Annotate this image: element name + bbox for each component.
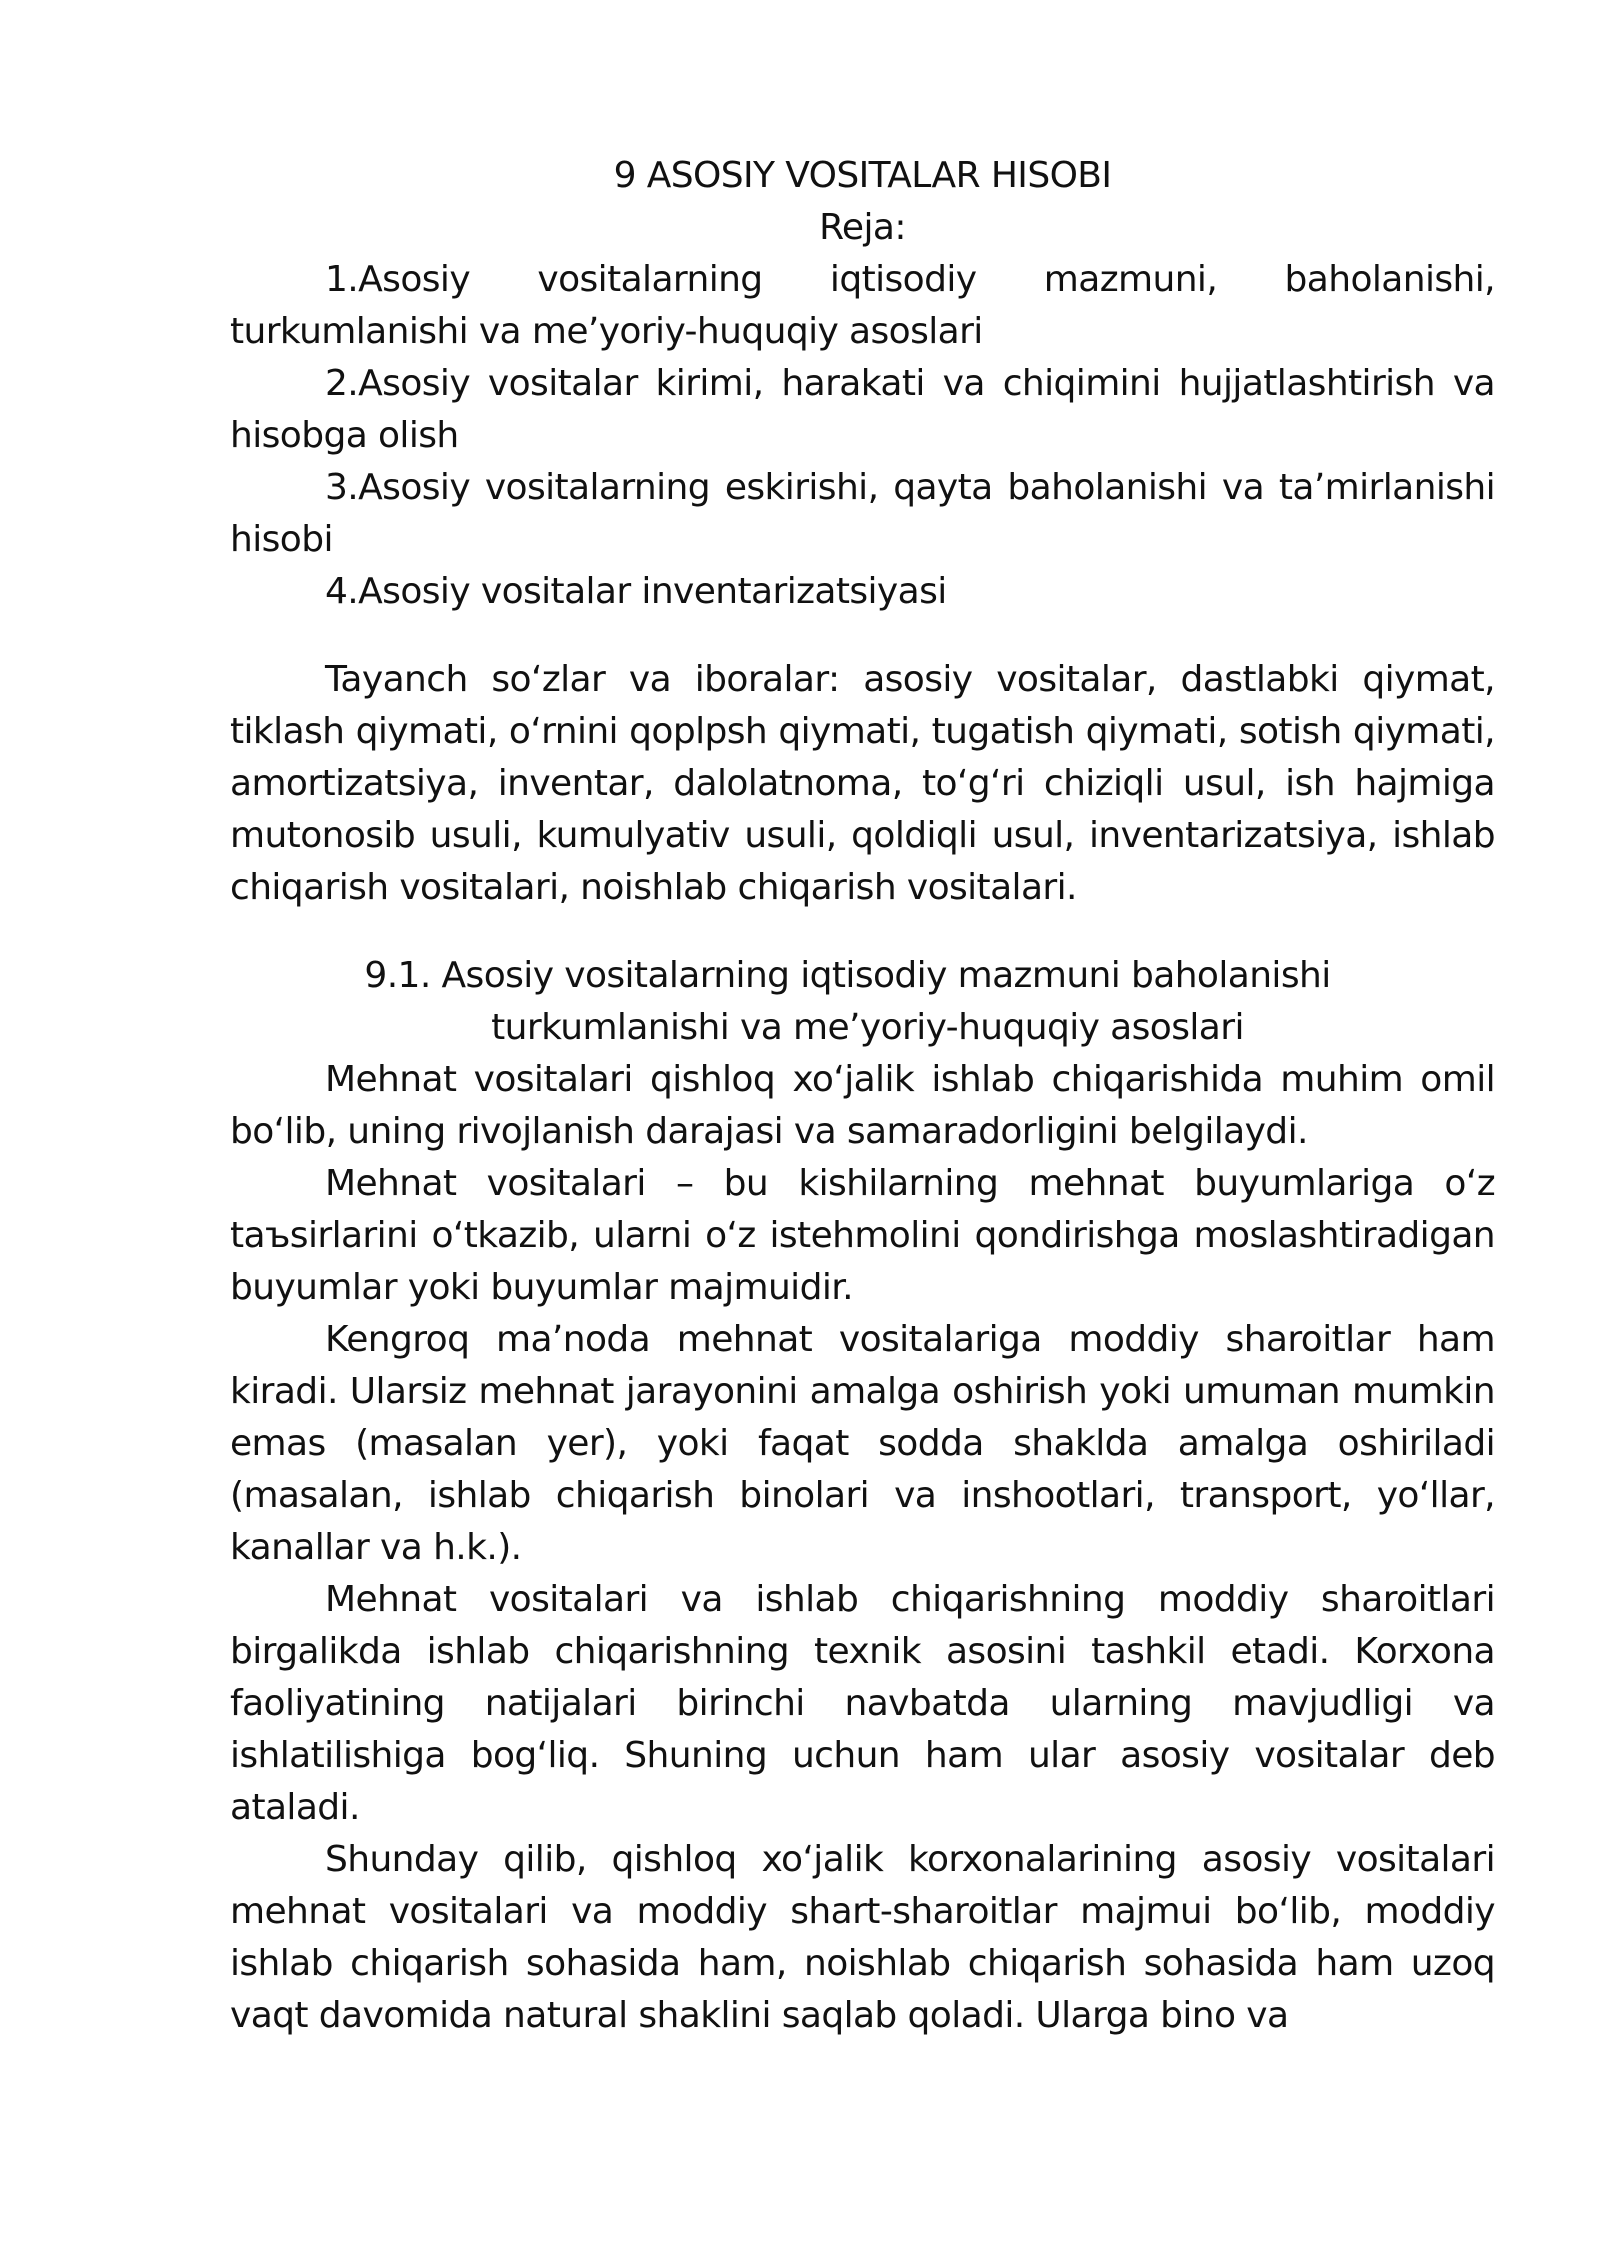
plan-item-3: 3.Asosiy vositalarning eskirishi, qayta baholanishi va ta’mirlanishi hisobi [230,467,1495,560]
spacer [230,914,1495,950]
section-title-line-2: turkumlanishi va me’yoriy-huquqiy asoslari [491,1007,1244,1048]
section-title-line-1: 9.1. Asosiy vositalarning iqtisodiy mazmuni baholanishi [364,955,1331,996]
document-page [230,150,1495,2042]
plan-item-4: 4.Asosiy vositalar inventarizatsiyasi [325,571,947,612]
body-paragraph-3: Kengroq ma’noda mehnat vositalariga moddiy sharoitlar ham kiradi. Ularsiz mehnat jarayonini amalga oshirish yoki umuman mumkin emas (masalan yer), yoki faqat sodda shaklda amalga oshiriladi (masalan, ishlab chiqarish binolari va inshootlari, transport, yo‘llar, kanallar va h.k.). [230,1319,1495,1568]
body-paragraph-1: Mehnat vositalari qishloq xo‘jalik ishlab chiqarishida muhim omil bo‘lib, uning rivojlanish darajasi va samaradorligini belgilaydi. [230,1059,1495,1152]
body-paragraph-4: Mehnat vositalari va ishlab chiqarishning moddiy sharoitlari birgalikda ishlab chiqarishning texnik asosini tashkil etadi. Korxona faoliyatining natijalari birinchi navbatda ularning mavjudligi va ishlatilishiga bog‘liq. Shuning uchun ham ular asosiy vositalar deb ataladi. [230,1579,1495,1828]
body-paragraph-5: Shunday qilib, qishloq xo‘jalik korxonalarining asosiy vositalari mehnat vositalari va moddiy shart-sharoitlar majmui bo‘lib, moddiy ishlab chiqarish sohasida ham, noishlab chiqarish sohasida ham uzoq vaqt davomida natural shaklini saqlab qoladi. Ularga bino va [230,1839,1495,2036]
body-paragraph-2: Mehnat vositalari – bu kishilarning mehnat buyumlariga o‘z taъsirlarini o‘tkazib, ularni o‘z istehmolini qondirishga moslashtiradigan buyumlar yoki buyumlar majmuidir. [230,1163,1495,1308]
chapter-title: 9 ASOSIY VOSITALAR HISOBI [613,155,1112,196]
spacer [230,618,1495,654]
keywords-paragraph: Tayanch so‘zlar va iboralar: asosiy vositalar, dastlabki qiymat, tiklash qiymati, o‘rnini qoplpsh qiymati, tugatish qiymati, sotish qiymati, amortizatsiya, inventar, dalolatnoma, to‘g‘ri chiziqli usul, ish hajmiga mutonosib usuli, kumulyativ usuli, qoldiqli usul, inventarizatsiya, ishlab chiqarish vositalari, noishlab chiqarish vositalari. [230,659,1495,908]
plan-item-2: 2.Asosiy vositalar kirimi, harakati va chiqimini hujjatlashtirish va hisobga olish [230,363,1495,456]
plan-heading: Reja: [819,207,906,248]
plan-list [230,254,1495,618]
section-title [230,950,1495,1054]
plan-item-1: 1.Asosiy vositalarning iqtisodiy mazmuni, baholanishi, turkumlanishi va me’yoriy-huquqiy asoslari [230,259,1495,352]
